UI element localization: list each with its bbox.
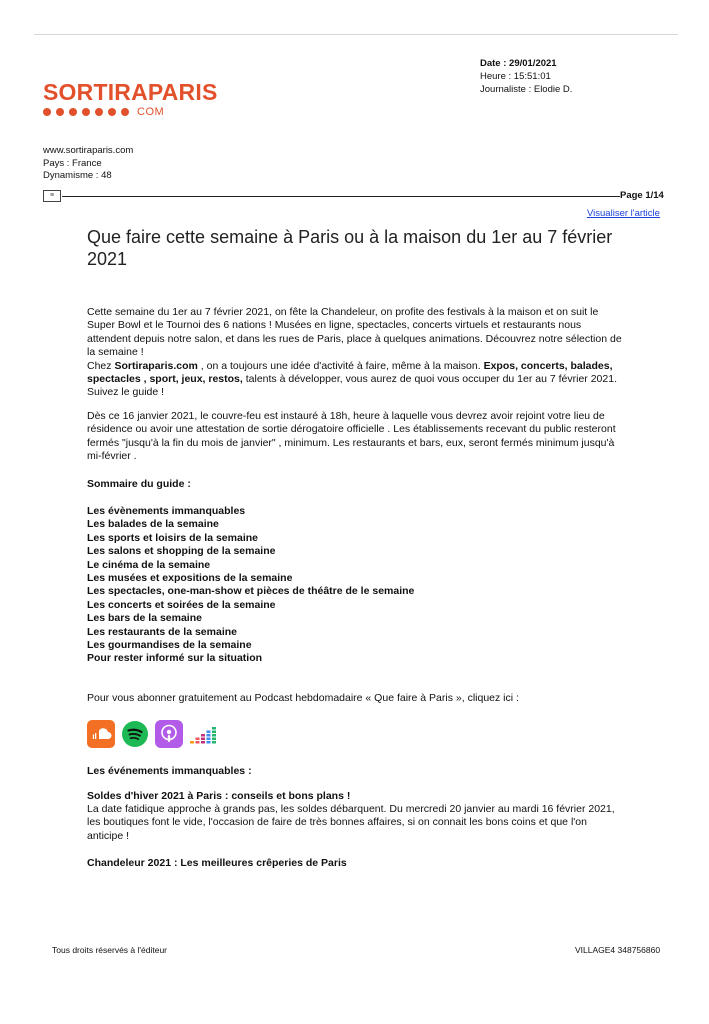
intro-activities: Expos, concerts, balades, spectacles , sport, jeux, restos, [87, 359, 613, 386]
toc-item[interactable]: Les spectacles, one-man-show et pièces de théâtre de le semaine [87, 585, 415, 598]
toc-item[interactable]: Le cinéma de la semaine [87, 558, 211, 571]
footer-rights: Tous droits réservés à l'éditeur [52, 945, 168, 955]
intro-brand: Sortiraparis.com [114, 359, 198, 372]
toc-item[interactable]: Les évènements immanquables [87, 505, 246, 517]
toc-item[interactable]: Les balades de la semaine [87, 518, 219, 531]
intro-end: talents à développer, vous aurez de quoi vous occuper du 1er au 7 février 2021. Suivez le guide ! [87, 373, 617, 399]
document-icon: ≡ [43, 190, 61, 202]
source-country: Pays : France [43, 157, 102, 169]
subheading-soldes: Soldes d'hiver 2021 à Paris : conseils et bons plans ! [87, 790, 351, 802]
intro-text: Cette semaine du 1er au 7 février 2021, on fête la Chandeleur, on profite des festivals à la maison et on suit le Super Bowl et le Tournoi des 6 nations ! Musées en ligne, spectacles, concerts virtuels et restaurants nous attendent depuis notre salon, et dans les rues de Paris, place à quelques animations. Découvrez notre sélection de la semaine ! [87, 306, 622, 359]
curfew-paragraph: Dès ce 16 janvier 2021, le couvre-feu est instauré à 18h, heure à laquelle vous devrez avoir rejoint votre lieu de résidence ou avoir une attestation de sortie dérogatoire officielle . Les établissements recevant du public resteront fermés "jusqu'à la fin du mois de janvier" , minimum. Les restaurants et bars, eux, seront fermés minimum jusqu'à mi-février . [87, 410, 616, 463]
toc-item[interactable]: Les gourmandises de la semaine [87, 639, 252, 652]
toc-item[interactable]: Les restaurants de la semaine [87, 625, 237, 638]
logo-dot [108, 108, 116, 116]
toc-item[interactable]: Pour rester informé sur la situation [87, 652, 263, 665]
section-heading-events: Les événements immanquables : [87, 765, 252, 777]
toc-item[interactable]: Les sports et loisirs de la semaine [87, 531, 258, 544]
table-of-contents [87, 505, 622, 666]
logo-dots [43, 106, 218, 118]
summary-heading: Sommaire du guide : [87, 478, 191, 490]
toc-item[interactable]: Les musées et expositions de la semaine [87, 572, 293, 585]
logo-brand-bold: SORTIRA [43, 79, 148, 105]
podcast-text: Pour vous abonner gratuitement au Podcast hebdomadaire « Que faire à Paris », cliquez ici : [87, 692, 519, 704]
meta-journalist: Journaliste : Elodie D. [480, 84, 573, 95]
podcast-icons [87, 720, 217, 748]
apple-podcasts-icon[interactable] [155, 720, 183, 748]
source-dynamism: Dynamisme : 48 [43, 170, 112, 181]
soundcloud-icon[interactable] [87, 720, 115, 748]
deezer-icon[interactable] [189, 720, 217, 748]
toc-item[interactable]: Les salons et shopping de la semaine [87, 545, 276, 558]
toc-item[interactable]: Les bars de la semaine [87, 612, 202, 625]
page-divider [62, 196, 620, 197]
footer-reference: VILLAGE4 348756860 [575, 945, 661, 955]
page-number: Page 1/14 [620, 190, 664, 201]
spotify-icon[interactable] [121, 720, 149, 748]
source-url: www.sortiraparis.com [43, 145, 134, 156]
logo-text [43, 80, 218, 104]
intro-mid: , on a toujours une idée d'activité à faire, même à la maison. [197, 359, 484, 372]
logo-brand-rest: PARIS [147, 79, 218, 105]
logo-dot [121, 108, 129, 116]
view-article-link[interactable]: Visualiser l'article [587, 208, 660, 219]
logo-dot [43, 108, 51, 116]
logo-dot [69, 108, 77, 116]
toc-item[interactable]: Les concerts et soirées de la semaine [87, 598, 276, 611]
intro-paragraph [87, 306, 622, 400]
logo-dot [82, 108, 90, 116]
source-info [43, 145, 133, 183]
meta-time: Heure : 15:51:01 [480, 71, 551, 82]
logo-suffix: COM [137, 106, 165, 118]
top-divider [34, 34, 678, 35]
meta-date: Date : 29/01/2021 [480, 58, 557, 69]
logo-dot [56, 108, 64, 116]
subheading-chandeleur: Chandeleur 2021 : Les meilleures crêperies de Paris [87, 857, 347, 869]
logo-dot [95, 108, 103, 116]
intro-chez: Chez [87, 359, 115, 372]
article-meta [480, 57, 572, 96]
article-title: Que faire cette semaine à Paris ou à la maison du 1er au 7 février 2021 [87, 227, 613, 269]
sortiraparis-logo [43, 80, 218, 118]
soldes-paragraph: La date fatidique approche à grands pas, les soldes débarquent. Du mercredi 20 janvier au mardi 16 février 2021, les boutiques font le vide, l'occasion de faire de très bonnes affaires, si on connait les bons coins et que l'on anticipe ! [87, 803, 615, 842]
